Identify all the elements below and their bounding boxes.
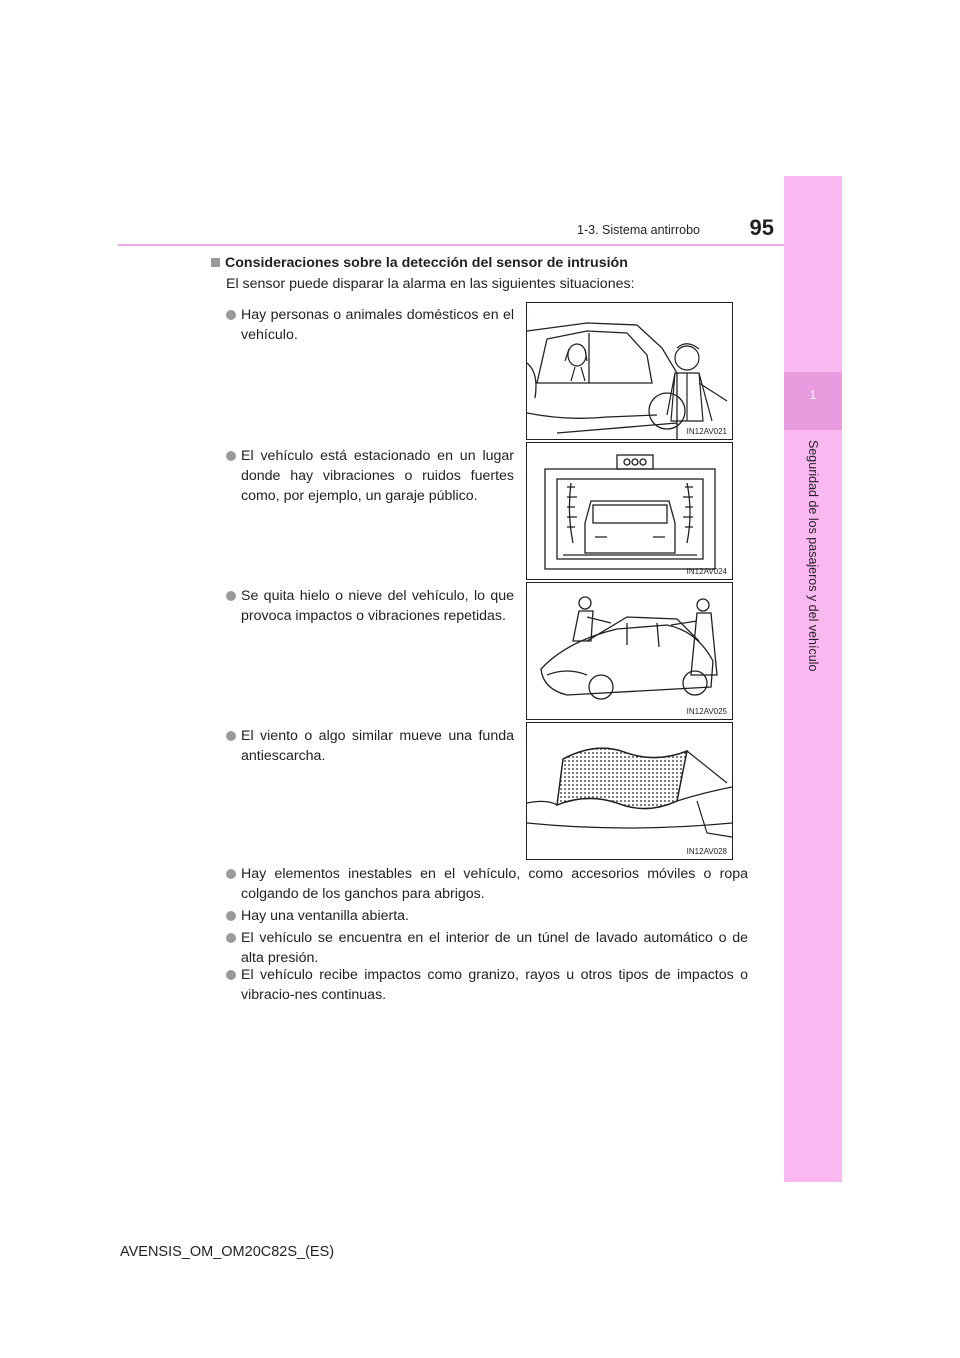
bullet-icon	[226, 933, 236, 943]
square-bullet-icon	[211, 258, 220, 267]
chapter-title-vertical	[784, 440, 842, 680]
section-title: 1-3. Sistema antirrobo	[577, 223, 700, 237]
svg-text:IN12AV028: IN12AV028	[686, 847, 727, 856]
list-item: El vehículo recibe impactos como granizo, rayos u otros tipos de impactos o vibracio-nes continuas.	[226, 965, 748, 1005]
list-item: Hay elementos inestables en el vehículo, como accesorios móviles o ropa colgando de los ganchos para abrigos.	[226, 864, 748, 904]
section-heading	[211, 253, 628, 273]
car-wash-illustration	[526, 442, 733, 580]
frost-cover-illustration	[526, 722, 733, 860]
chapter-number: 1	[809, 388, 817, 402]
bullet-icon	[226, 970, 236, 980]
svg-text:IN12AV024: IN12AV024	[686, 567, 727, 576]
svg-text:IN12AV021: IN12AV021	[686, 427, 727, 436]
chapter-title: Seguridad de los pasajeros y del vehículo	[806, 440, 820, 672]
intro-text: El sensor puede disparar la alarma en las siguientes situaciones:	[226, 276, 635, 292]
snow-removal-illustration	[526, 582, 733, 720]
list-item: Se quita hielo o nieve del vehículo, lo que provoca impactos o vibraciones repetidas.	[226, 586, 514, 626]
heading-text: Consideraciones sobre la detección del sensor de intrusión	[225, 255, 628, 271]
list-item: El vehículo se encuentra en el interior de un túnel de lavado automático o de alta presión.	[226, 928, 748, 968]
header-rule	[118, 244, 784, 246]
bullet-icon	[226, 869, 236, 879]
svg-text:IN12AV025: IN12AV025	[686, 707, 727, 716]
list-item: El viento o algo similar mueve una funda antiescarcha.	[226, 726, 514, 766]
list-item: Hay una ventanilla abierta.	[226, 906, 748, 926]
dog-in-car-illustration	[526, 302, 733, 440]
page-number: 95	[749, 215, 774, 240]
document-code: AVENSIS_OM_OM20C82S_(ES)	[120, 1244, 335, 1260]
bullet-icon	[226, 591, 236, 601]
list-item: El vehículo está estacionado en un lugar donde hay vibraciones o ruidos fuertes como, por ejemplo, un garaje público.	[226, 446, 514, 506]
bullet-icon	[226, 451, 236, 461]
list-item: Hay personas o animales domésticos en el vehículo.	[226, 305, 514, 345]
bullet-icon	[226, 310, 236, 320]
bullet-icon	[226, 911, 236, 921]
bullet-icon	[226, 731, 236, 741]
